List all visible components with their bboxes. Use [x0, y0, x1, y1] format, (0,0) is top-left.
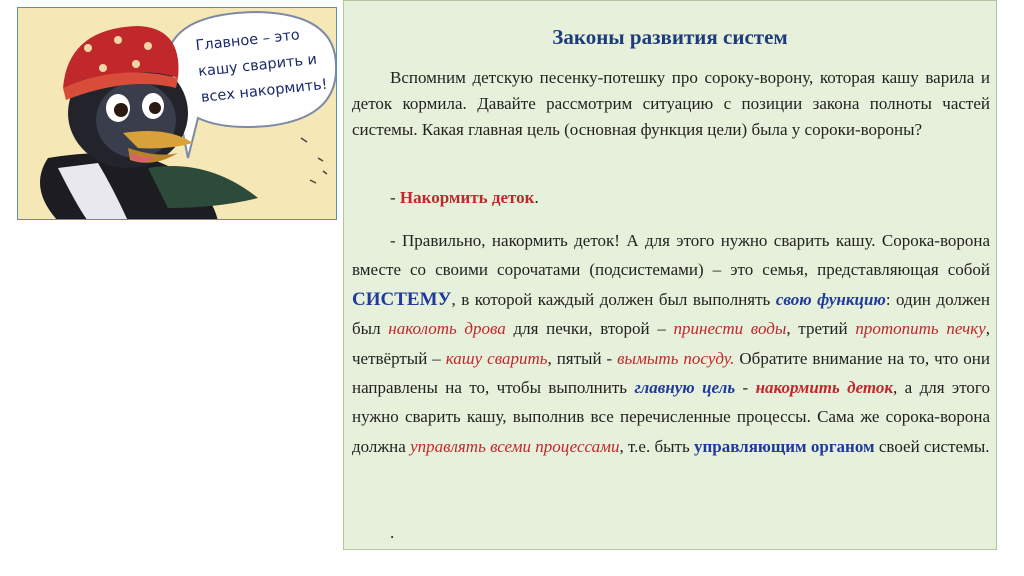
text-run: , третий — [786, 319, 856, 339]
answer-suffix: . — [534, 188, 539, 207]
term-goal: главную цель — [634, 378, 736, 398]
term-wood: наколоть дрова — [388, 319, 506, 339]
term-water: принести воды — [673, 319, 787, 339]
text-run: Обратите внимание на то, что они направлены на то, чтобы выполнить — [352, 348, 990, 398]
magpie-illustration — [17, 7, 337, 220]
speech-line: кашу сварить и — [197, 51, 318, 81]
text-run: - Правильно, накормить деток! А для этого нужно сварить кашу. Сорока-ворона вместе со своими сорочатами (подсистемами) – это семья, представляющая собой — [352, 231, 990, 280]
explanation-paragraph — [352, 226, 990, 461]
speech-bubble-text — [194, 19, 336, 111]
term-feed: накормить деток — [755, 378, 894, 398]
text-panel — [343, 0, 997, 550]
term-function: свою функцию — [775, 289, 886, 309]
term-dishes: вымыть посуду. — [617, 348, 735, 368]
page-title: Законы развития систем — [552, 25, 788, 49]
speech-line: всех накормить! — [200, 76, 329, 106]
speech-line: Главное – это — [194, 27, 301, 55]
intro-paragraph: Вспомним детскую песенку-потешку про сороку-ворону, которая кашу варила и деток кормила. Давайте рассмотрим ситуацию с позиции закона полноты частей системы. Какая главная цель (основная функция цели) была у сороки-вороны? — [352, 68, 990, 139]
term-organ: управляющим органом — [693, 436, 875, 456]
term-cook: кашу сварить — [445, 348, 548, 368]
term-system: СИСТЕМУ — [352, 288, 452, 310]
term-stove: протопить печку — [855, 319, 986, 339]
answer-prefix: - — [390, 188, 400, 207]
term-manage: управлять всеми процессами — [410, 436, 620, 456]
answer-highlight: Накормить деток — [399, 188, 535, 207]
text-run: , четвёртый – — [352, 319, 990, 368]
answer-paragraph — [352, 185, 990, 211]
text-run: , а для этого нужно сварить кашу, выполнив все перечисленные процессы. Сама же сорока-ворона должна — [352, 378, 990, 456]
text-run: , пятый - — [547, 348, 618, 368]
text-run: - — [735, 378, 756, 398]
text-run: для печки, второй – — [505, 319, 674, 339]
text-run: : один должен был — [352, 289, 990, 339]
text-run: , т.е. быть — [619, 436, 694, 456]
trailing-dot: . — [390, 523, 395, 542]
text-run: своей системы. — [874, 436, 990, 456]
text-run: , в которой каждый должен был выполнять — [451, 289, 776, 309]
